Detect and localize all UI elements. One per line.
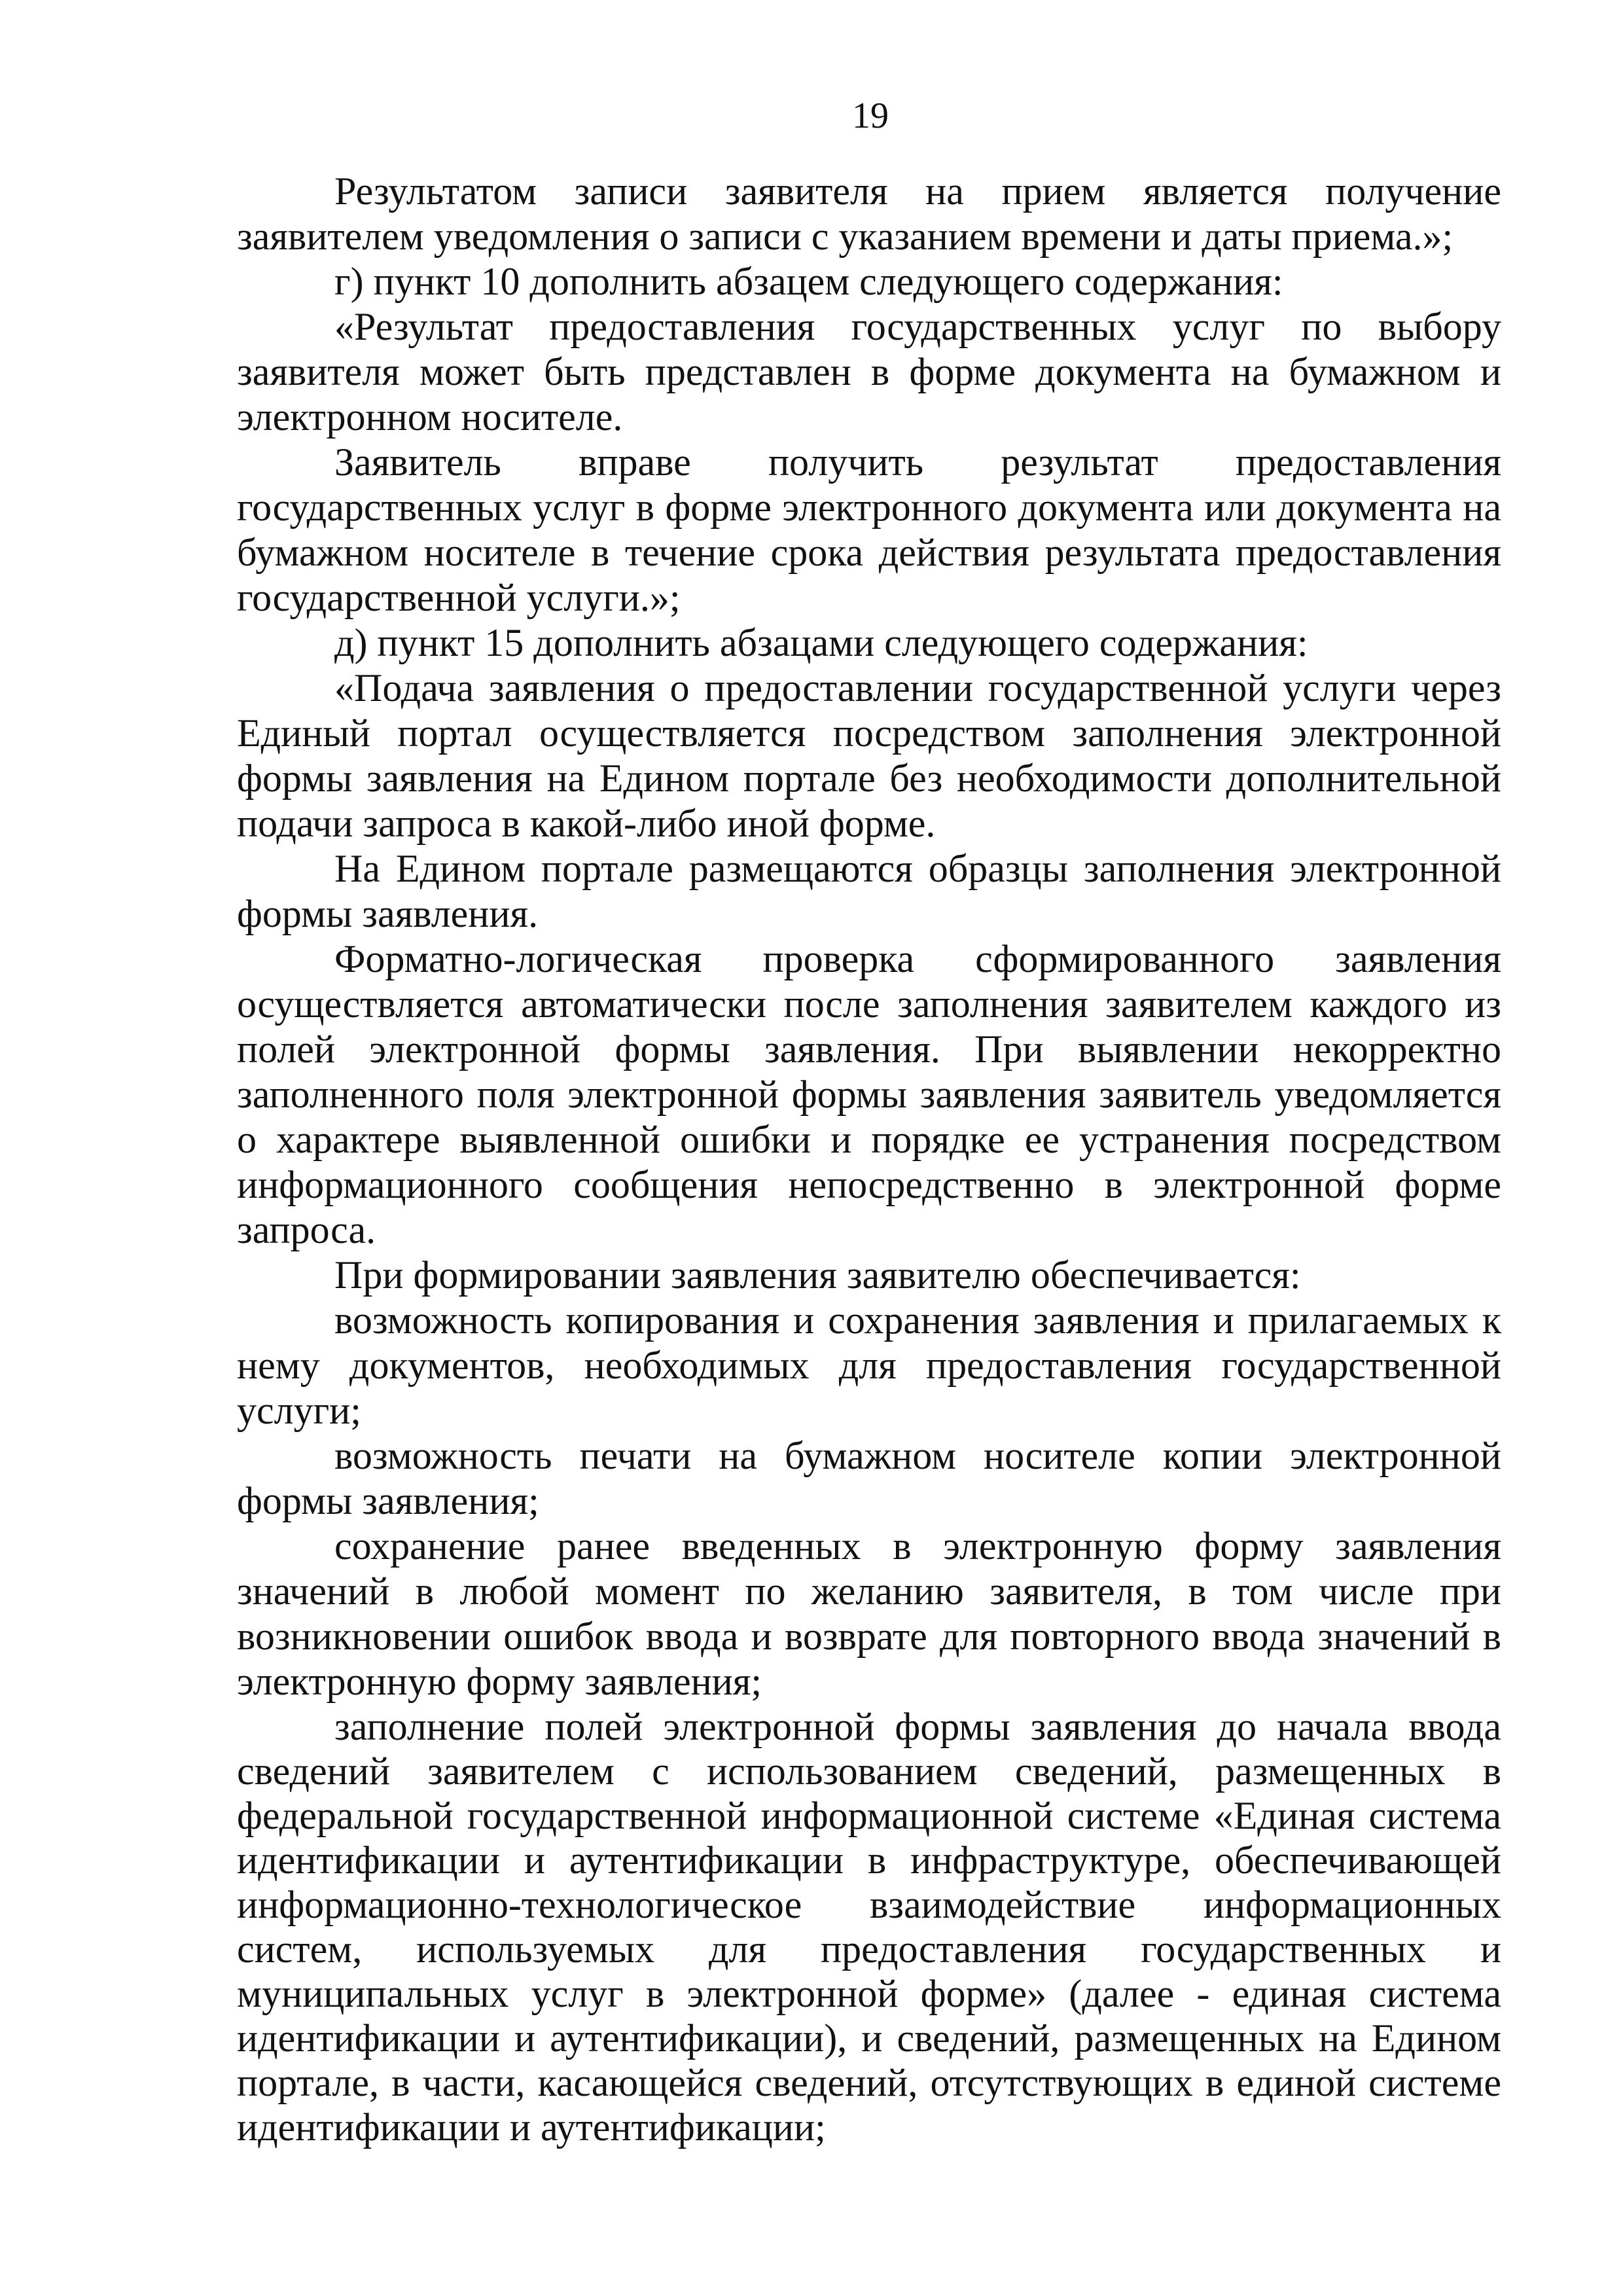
paragraph-print: возможность печати на бумажном носителе копии электронной формы заявления; — [237, 1434, 1501, 1522]
page-number: 19 — [852, 96, 889, 136]
paragraph-provided-features: При формировании заявления заявителю обеспечивается: — [334, 1253, 1301, 1297]
paragraph-submission-portal: «Подача заявления о предоставлении государственной услуги через Единый портал осуществляется посредством заполнения электронной формы заявления на Едином портале без необходимости дополнительной подачи запроса в какой-либо иной форме. — [237, 666, 1501, 845]
paragraph-applicant-right: Заявитель вправе получить результат предоставления государственных услуг в форме электронного документа или документа на бумажном носителе в течение срока действия результата предоставления государственной услуги.»; — [237, 440, 1501, 619]
paragraph-samples: На Едином портале размещаются образцы заполнения электронной формы заявления. — [237, 847, 1501, 935]
paragraph-format-check: Форматно-логическая проверка сформированного заявления осуществляется автоматически после заполнения заявителем каждого из полей электронной формы заявления. При выявлении некорректно заполненного поля электронной формы заявления заявитель уведомляется о характере выявленной ошибки и порядке ее устранения посредством информационного сообщения непосредственно в электронной форме запроса. — [237, 937, 1501, 1251]
paragraph-item-d: д) пункт 15 дополнить абзацами следующего содержания: — [334, 621, 1308, 664]
document-body — [237, 169, 1501, 2149]
paragraph-save-values: сохранение ранее введенных в электронную форму заявления значений в любой момент по желанию заявителя, в том числе при возникновении ошибок ввода и возврате для повторного ввода значений в электронную форму заявления; — [237, 1524, 1501, 1703]
paragraph-copy-save: возможность копирования и сохранения заявления и прилагаемых к нему документов, необходимых для предоставления государственной услуги; — [237, 1299, 1501, 1432]
paragraph-autofill: заполнение полей электронной формы заявления до начала ввода сведений заявителем с использованием сведений, размещенных в федеральной государственной информационной системе «Единая система идентификации и аутентификации в инфраструктуре, обеспечивающей информационно-технологическое взаимодействие информационных систем, используемых для предоставления государственных и муниципальных услуг в электронной форме» (далее - единая система идентификации и аутентификации), и сведений, размещенных на Едином портале, в части, касающейся сведений, отсутствующих в единой системе идентификации и аутентификации; — [237, 1705, 1501, 2149]
paragraph-item-g: г) пункт 10 дополнить абзацем следующего содержания: — [334, 260, 1283, 303]
paragraph-result-form: «Результат предоставления государственных услуг по выбору заявителя может быть представлен в форме документа на бумажном и электронном носителе. — [237, 305, 1501, 439]
paragraph-appointment-result: Результатом записи заявителя на прием является получение заявителем уведомления о записи с указанием времени и даты приема.»; — [237, 170, 1501, 258]
